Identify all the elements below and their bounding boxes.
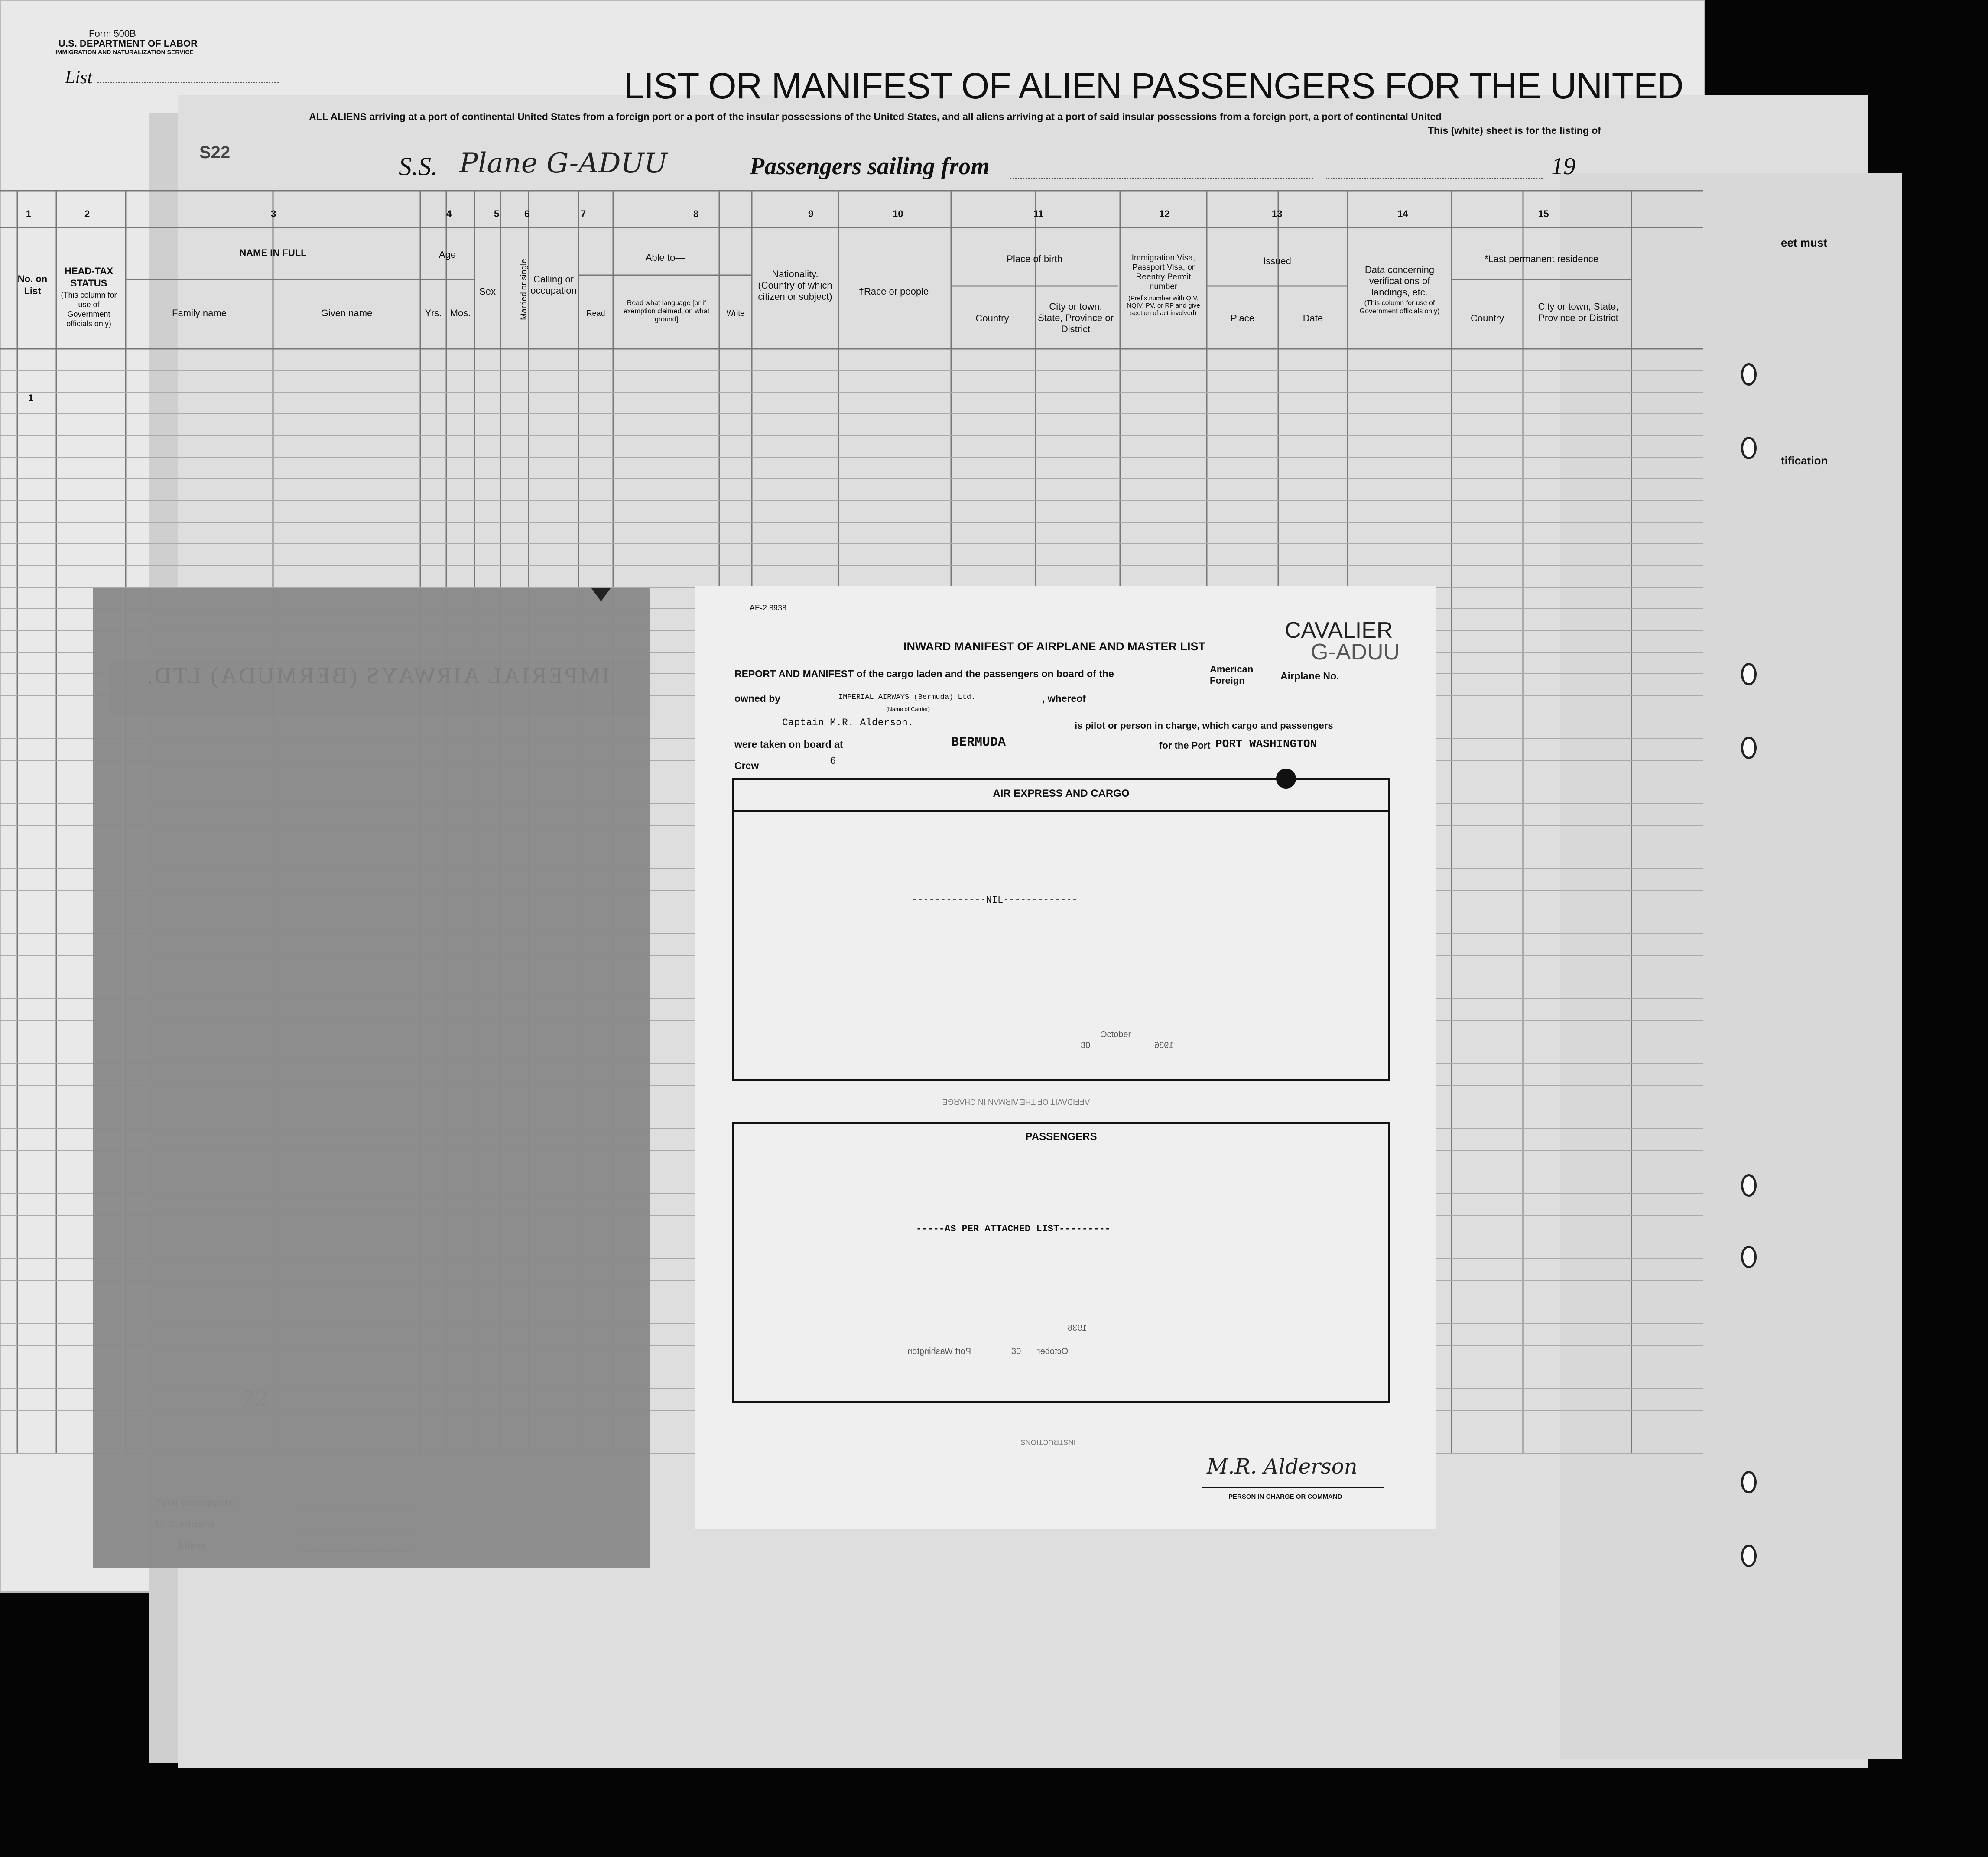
for-port-label: for the Port [1159, 740, 1211, 751]
col-header-verifications-note: (This column for use of Government officials only) [1359, 299, 1440, 315]
col-header-visa-note: (Prefix number with QIV, NQIV, PV, or RP and give section of act involved) [1127, 295, 1200, 317]
punch-hole [1741, 663, 1757, 685]
stamp-number: S22 [199, 143, 231, 162]
punch-hole [1741, 1174, 1757, 1197]
cargo-date-year: 1936 [1154, 1041, 1174, 1050]
col-header-issued-date: Date [1303, 313, 1323, 324]
col-header-birth-city: City or town, State, Province or District [1038, 301, 1114, 334]
signature-caption: PERSON IN CHARGE OR COMMAND [1228, 1493, 1342, 1500]
col-num-12: 12 [1159, 208, 1170, 219]
list-label-text: List [65, 68, 93, 88]
taken-on-board-label: were taken on board at [734, 739, 843, 750]
ss-handwritten: Plane G-ADUU [459, 147, 668, 179]
attached-carbon-sheet [93, 588, 650, 1568]
cargo-date-month: October [1100, 1030, 1131, 1039]
punch-hole [1741, 363, 1757, 386]
col-header-family-name: Family name [172, 308, 227, 318]
ss-label: S.S. [399, 152, 438, 181]
service-label: IMMIGRATION AND NATURALIZATION SERVICE [55, 49, 194, 55]
page-title: LIST OR MANIFEST OF ALIEN PASSENGERS FOR THE UNITED [624, 65, 1683, 106]
name-of-carrier-caption: (Name of Carrier) [886, 706, 930, 712]
owner-name: IMPERIAL AIRWAYS (Bermuda) Ltd. [838, 693, 976, 701]
col-header-race: †Race or people [858, 286, 929, 297]
inward-title: INWARD MANIFEST OF AIRPLANE AND MASTER LIST [903, 640, 1205, 653]
passengers-date-month: October [1037, 1347, 1069, 1356]
col-header-occupation: Calling or occupation [530, 274, 577, 296]
punch-hole [1741, 737, 1757, 759]
col-header-no-on-list: No. on List [17, 273, 48, 296]
col-header-sex: Sex [479, 286, 496, 297]
owned-by-label: owned by [734, 693, 781, 704]
pilot-line: is pilot or person in charge, which cargo and passengers [1075, 720, 1333, 731]
sailing-label: Passengers sailing from [750, 153, 990, 180]
col-num-11: 11 [1033, 208, 1044, 219]
col-header-age-years: Yrs. [425, 308, 442, 318]
col-num-7: 7 [581, 208, 586, 219]
punch-hole [1741, 1545, 1757, 1567]
american-option: American [1210, 664, 1254, 675]
cargo-box-title: AIR EXPRESS AND CARGO [993, 788, 1130, 799]
col-header-married: Married or single [520, 259, 529, 320]
col-header-verifications: Data concerning verifications of landings, etc. [1364, 264, 1435, 298]
cavalier-stamp-line-1: CAVALIER [1285, 618, 1393, 643]
underlying-sheet-text: eet must [1781, 236, 1827, 249]
crew-count: 6 [830, 756, 836, 767]
col-num-15: 15 [1538, 208, 1549, 219]
whereof-label: , whereof [1042, 693, 1086, 704]
punch-hole [1741, 1246, 1757, 1268]
american-foreign [1210, 664, 1253, 686]
cargo-date-day: 30 [1081, 1041, 1091, 1050]
col-header-name: NAME IN FULL [239, 247, 307, 258]
col-header-nationality: Nationality. (Country of which citizen or subject) [758, 269, 832, 302]
underlying-sheet-text: tification [1781, 454, 1828, 467]
affidavit-label: AFFIDAVIT OF THE AIRMAN IN CHARGE [942, 1097, 1090, 1106]
col-num-4: 4 [446, 208, 452, 219]
cargo-content: -------------NIL------------- [912, 895, 1078, 906]
col-header-head-tax-note: (This column for use of Government officials only) [61, 291, 117, 328]
captain-name: Captain M.R. Alderson. [782, 717, 914, 728]
punch-hole [1741, 437, 1757, 459]
col-num-2: 2 [84, 208, 90, 219]
report-line [734, 668, 1114, 679]
col-header-age: Age [439, 249, 456, 260]
col-num-13: 13 [1272, 208, 1283, 219]
col-header-age-months: Mos. [450, 308, 471, 318]
place-taken: BERMUDA [951, 735, 1006, 750]
col-header-read: Read [586, 309, 605, 318]
col-header-able-to: Able to— [645, 252, 685, 263]
col-header-birth-country: Country [975, 313, 1009, 324]
passengers-content: -----AS PER ATTACHED LIST--------- [916, 1224, 1111, 1234]
captain-signature: M.R. Alderson [1207, 1454, 1358, 1479]
air-express-cargo-box [732, 778, 1390, 1081]
col-header-visa: Immigration Visa, Passport Visa, or Reentry Permit number [1131, 253, 1195, 291]
col-header-residence-city: City or town, State, Province or District [1538, 301, 1619, 323]
col-num-10: 10 [893, 208, 903, 219]
passengers-place: Port Washington [907, 1347, 971, 1356]
passengers-date-year: 1936 [1068, 1323, 1087, 1333]
row-number-1: 1 [28, 393, 34, 403]
airplane-no-label: Airplane No. [1280, 670, 1339, 682]
col-header-issued-place: Place [1230, 313, 1255, 324]
report-line-text: REPORT AND MANIFEST of the cargo laden and the passengers on board of the [734, 668, 1114, 679]
col-num-8: 8 [693, 208, 699, 219]
col-header-write: Write [726, 309, 745, 318]
col-header-given-name: Given name [321, 308, 373, 318]
punch-hole [1741, 1471, 1757, 1493]
fold-corner [591, 588, 611, 601]
col-num-5: 5 [494, 208, 500, 219]
passengers-date-day: 30 [1011, 1347, 1021, 1356]
cavalier-stamp-line-2: G-ADUU [1311, 640, 1400, 665]
col-num-14: 14 [1397, 208, 1408, 219]
foreign-option: Foreign [1210, 675, 1245, 686]
carbon-sheet-heading: IMPERIAL AIRWAYS (BERMUDA) LTD. [145, 662, 610, 688]
instructions-label: INSTRUCTIONS [1020, 1438, 1076, 1446]
col-num-6: 6 [524, 208, 530, 219]
passengers-box [732, 1122, 1390, 1403]
col-num-9: 9 [808, 208, 814, 219]
subtitle-line-2: This (white) sheet is for the listing of [1428, 125, 1601, 136]
department-label: U.S. DEPARTMENT OF LABOR [58, 38, 198, 49]
col-header-last-residence: *Last permanent residence [1485, 253, 1598, 264]
signature-line [1202, 1487, 1384, 1488]
col-header-head-tax: HEAD-TAX STATUS [64, 266, 114, 289]
crew-label: Crew [734, 760, 759, 771]
col-num-1: 1 [26, 208, 32, 219]
inward-code: AE-2 8938 [750, 604, 787, 612]
cavalier-stamp [1285, 620, 1400, 663]
col-header-read-language: Read what language [or if exemption claimed, on what ground] [623, 299, 710, 323]
passengers-box-header [734, 1124, 1388, 1150]
port-name: PORT WASHINGTON [1215, 737, 1317, 750]
form-number: Form 500B [89, 28, 136, 39]
inward-manifest [695, 586, 1436, 1529]
col-header-place-of-birth: Place of birth [1007, 253, 1062, 264]
passengers-box-title: PASSENGERS [1025, 1131, 1097, 1143]
year-prefix: 19 [1551, 153, 1575, 180]
subtitle-line-1: ALL ALIENS arriving at a port of continental United States from a foreign port or a port of the insular possessions of the United States, and all aliens arriving at a port of said insular possessions from a foreign port, a port of continental United [309, 111, 1442, 122]
col-header-issued: Issued [1263, 256, 1291, 266]
col-header-residence-country: Country [1470, 313, 1504, 324]
cargo-box-header [734, 780, 1388, 812]
col-num-3: 3 [271, 208, 276, 219]
